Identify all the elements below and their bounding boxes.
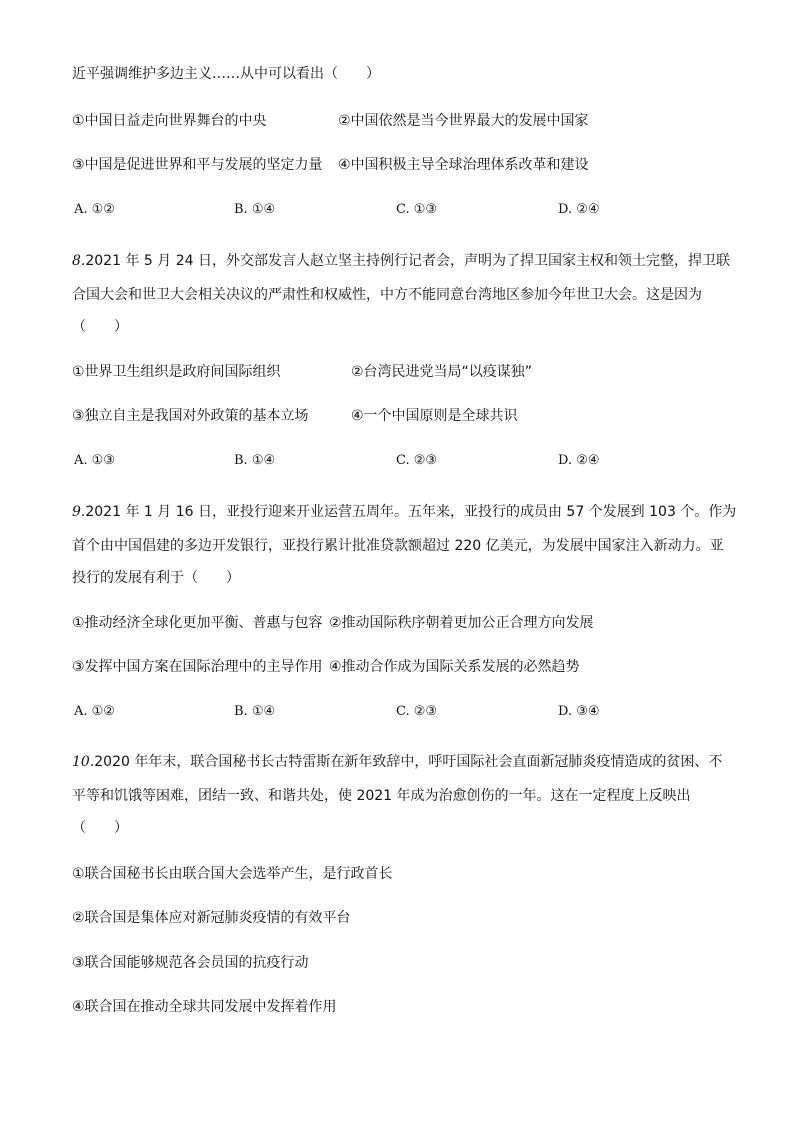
q9-line-2: 首个由中国倡建的多边开发银行，亚投行累计批准贷款额超过 220 亿美元，为发展中国家注入新动力。亚 (72, 538, 724, 554)
q10-text-1: 2020 年年末，联合国秘书长古特雷斯在新年致辞中，呼吁国际社会直面新冠肺炎疫情造成的贫困、不 (94, 754, 723, 770)
q9-line-1 (72, 502, 736, 522)
q8-answer-c: C. ②③ (396, 453, 438, 468)
q9-option-3: ③发挥中国方案在国际治理中的主导作用 (72, 659, 323, 675)
q8-option-4: ④一个中国原则是全球共识 (351, 408, 518, 424)
q8-line-2: 合国大会和世卫大会相关决议的严肃性和权威性，中方不能同意台湾地区参加今年世卫大会。这是因为 (72, 287, 702, 303)
q10-number: 10. (72, 754, 95, 770)
q9-option-1: ①推动经济全球化更加平衡、普惠与包容 (72, 615, 323, 631)
q10-option-3: ③联合国能够规范各会员国的抗疫行动 (72, 955, 309, 971)
q8-answer-d: D. ②④ (558, 453, 600, 468)
q9-answer-a: A. ①② (74, 704, 115, 719)
q7-option-2: ②中国依然是当今世界最大的发展中国家 (338, 113, 589, 129)
q9-options-row-2 (72, 657, 722, 677)
q8-answer-b: B. ①④ (234, 453, 276, 468)
q9-answer-b: B. ①④ (234, 704, 276, 719)
q8-line-1 (72, 251, 730, 271)
q10-line-3: （ ） (72, 820, 128, 836)
q8-line-3: （ ） (72, 319, 128, 335)
q10-line-1 (72, 752, 722, 772)
q10-option-1: ①联合国秘书长由联合国大会选举产生，是行政首长 (72, 866, 393, 882)
q8-options-row-2 (72, 406, 722, 426)
q9-answer-c: C. ②③ (396, 704, 438, 719)
q7-options-row-2 (72, 155, 722, 175)
q7-option-1: ①中国日益走向世界舞台的中央 (72, 113, 267, 129)
q7-answer-a: A. ①② (74, 202, 115, 217)
q9-option-4: ④推动合作成为国际关系发展的必然趋势 (329, 659, 580, 675)
q10-line-2: 平等和饥饿等困难，团结一致、和谐共处，使 2021 年成为治愈创伤的一年。这在一定程度上反映出 (72, 788, 691, 804)
q8-number: 8. (72, 253, 86, 269)
q9-options-row-1 (72, 613, 722, 633)
q10-option-2: ②联合国是集体应对新冠肺炎疫情的有效平台 (72, 910, 351, 926)
q8-option-2: ②台湾民进党当局“以疫谋独” (351, 364, 533, 380)
q7-option-3: ③中国是促进世界和平与发展的坚定力量 (72, 157, 323, 173)
q8-text-1: 2021 年 5 月 24 日，外交部发言人赵立坚主持例行记者会，声明为了捍卫国家主权和领土完整，捍卫联 (85, 253, 730, 269)
q7-stem-end: 近平强调维护多边主义……从中可以看出（ ） (72, 66, 380, 82)
q9-text-1: 2021 年 1 月 16 日，亚投行迎来开业运营五周年。五年来，亚投行的成员由 57 个发展到 103 个。作为 (85, 504, 737, 520)
q8-options-row-1 (72, 362, 722, 382)
q9-option-2: ②推动国际秩序朝着更加公正合理方向发展 (329, 615, 594, 631)
q8-answer-a: A. ①③ (74, 453, 115, 468)
q8-option-3: ③独立自主是我国对外政策的基本立场 (72, 408, 309, 424)
q7-answer-d: D. ②④ (558, 202, 600, 217)
q7-answer-c: C. ①③ (396, 202, 438, 217)
q7-options-row-1 (72, 111, 722, 131)
q7-answer-b: B. ①④ (234, 202, 276, 217)
q9-number: 9. (72, 504, 86, 520)
q8-option-1: ①世界卫生组织是政府间国际组织 (72, 364, 281, 380)
q7-option-4: ④中国积极主导全球治理体系改革和建设 (338, 157, 589, 173)
q10-option-4: ④联合国在推动全球共同发展中发挥着作用 (72, 999, 337, 1015)
q9-line-3: 投行的发展有利于（ ） (72, 570, 240, 586)
q9-answer-d: D. ③④ (558, 704, 600, 719)
